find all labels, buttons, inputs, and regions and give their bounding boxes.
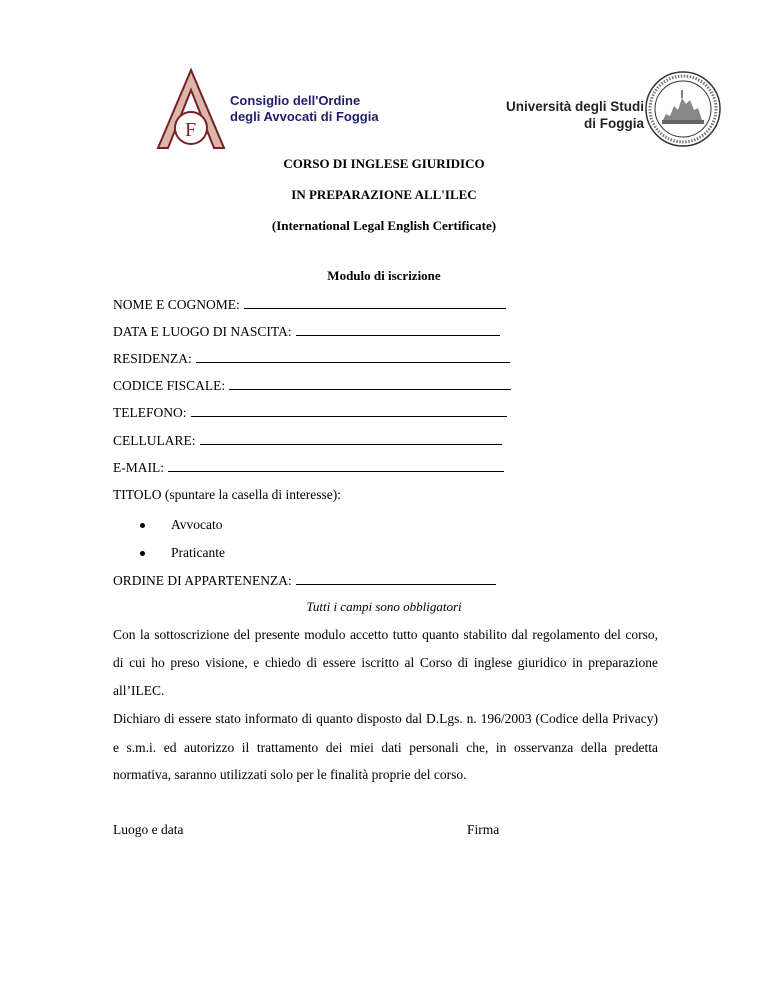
birth-line[interactable] xyxy=(296,323,500,336)
residence-line[interactable] xyxy=(196,350,510,363)
order-label: ORDINE DI APPARTENENZA: xyxy=(113,573,292,588)
residence-field[interactable] xyxy=(113,350,510,367)
option-praticante-label: Praticante xyxy=(171,545,225,560)
right-logo-line2: di Foggia xyxy=(584,116,644,131)
place-date-label: Luogo e data xyxy=(113,822,184,837)
order-field[interactable] xyxy=(113,572,496,589)
email-line[interactable] xyxy=(168,459,504,472)
ordine-avvocati-text xyxy=(230,93,379,125)
required-note: Tutti i campi sono obbligatori xyxy=(306,599,462,614)
phone-field[interactable] xyxy=(113,404,507,421)
title-field-label: TITOLO (spuntare la casella di interesse): xyxy=(113,487,342,502)
paragraph1-line1: Con la sottoscrizione del presente modulo accetto tutto quanto stabilito dal regolamento del corso, xyxy=(113,627,658,642)
birth-field[interactable] xyxy=(113,323,500,340)
universita-text xyxy=(506,98,644,132)
certificate-title: (International Legal English Certificate) xyxy=(271,218,497,233)
paragraph2-line3: normativa, saranno utilizzati solo per le finalità proprie del corso. xyxy=(113,767,467,782)
mobile-field[interactable] xyxy=(113,432,502,449)
paragraph2-line2: e s.m.i. ed autorizzo il trattamento dei miei dati personali che, in osservanza della predetta xyxy=(113,740,658,755)
option-praticante[interactable] xyxy=(140,545,225,561)
option-avvocato-label: Avvocato xyxy=(171,517,223,532)
name-field[interactable] xyxy=(113,296,506,313)
left-logo-line2: degli Avvocati di Foggia xyxy=(230,109,379,124)
residence-label: RESIDENZA: xyxy=(113,351,192,366)
paragraph2-line1: Dichiaro di essere stato informato di quanto disposto dal D.Lgs. n. 196/2003 (Codice della Privacy) xyxy=(113,711,658,726)
email-field[interactable] xyxy=(113,459,504,476)
bullet-icon xyxy=(140,523,145,528)
mobile-label: CELLULARE: xyxy=(113,433,196,448)
tax-code-line[interactable] xyxy=(229,377,511,390)
svg-text:F: F xyxy=(185,119,197,141)
bullet-icon xyxy=(140,551,145,556)
tax-code-field[interactable] xyxy=(113,377,511,394)
right-logo-line1: Università degli Studi xyxy=(505,99,644,114)
university-seal-icon xyxy=(644,70,722,148)
phone-line[interactable] xyxy=(191,404,507,417)
phone-label: TELEFONO: xyxy=(113,405,187,420)
course-title: CORSO DI INGLESE GIURIDICO xyxy=(283,156,485,171)
birth-label: DATA E LUOGO DI NASCITA: xyxy=(113,324,292,339)
paragraph1-line3: all’ILEC. xyxy=(113,683,165,698)
mobile-line[interactable] xyxy=(200,432,502,445)
name-label: NOME E COGNOME: xyxy=(113,297,240,312)
paragraph1-line2: di cui ho preso visione, e chiedo di essere iscritto al Corso di inglese giuridico in preparazione xyxy=(113,655,658,670)
signature-label: Firma xyxy=(467,822,500,837)
tax-code-label: CODICE FISCALE: xyxy=(113,378,226,393)
prep-title: IN PREPARAZIONE ALL'ILEC xyxy=(291,187,477,202)
order-line[interactable] xyxy=(296,572,496,585)
left-logo-line1: Consiglio dell'Ordine xyxy=(230,93,361,108)
ordine-avvocati-logo-icon xyxy=(150,66,232,158)
name-line[interactable] xyxy=(244,296,506,309)
form-title: Modulo di iscrizione xyxy=(327,268,441,283)
option-avvocato[interactable] xyxy=(140,517,222,533)
email-label: E-MAIL: xyxy=(113,460,164,475)
